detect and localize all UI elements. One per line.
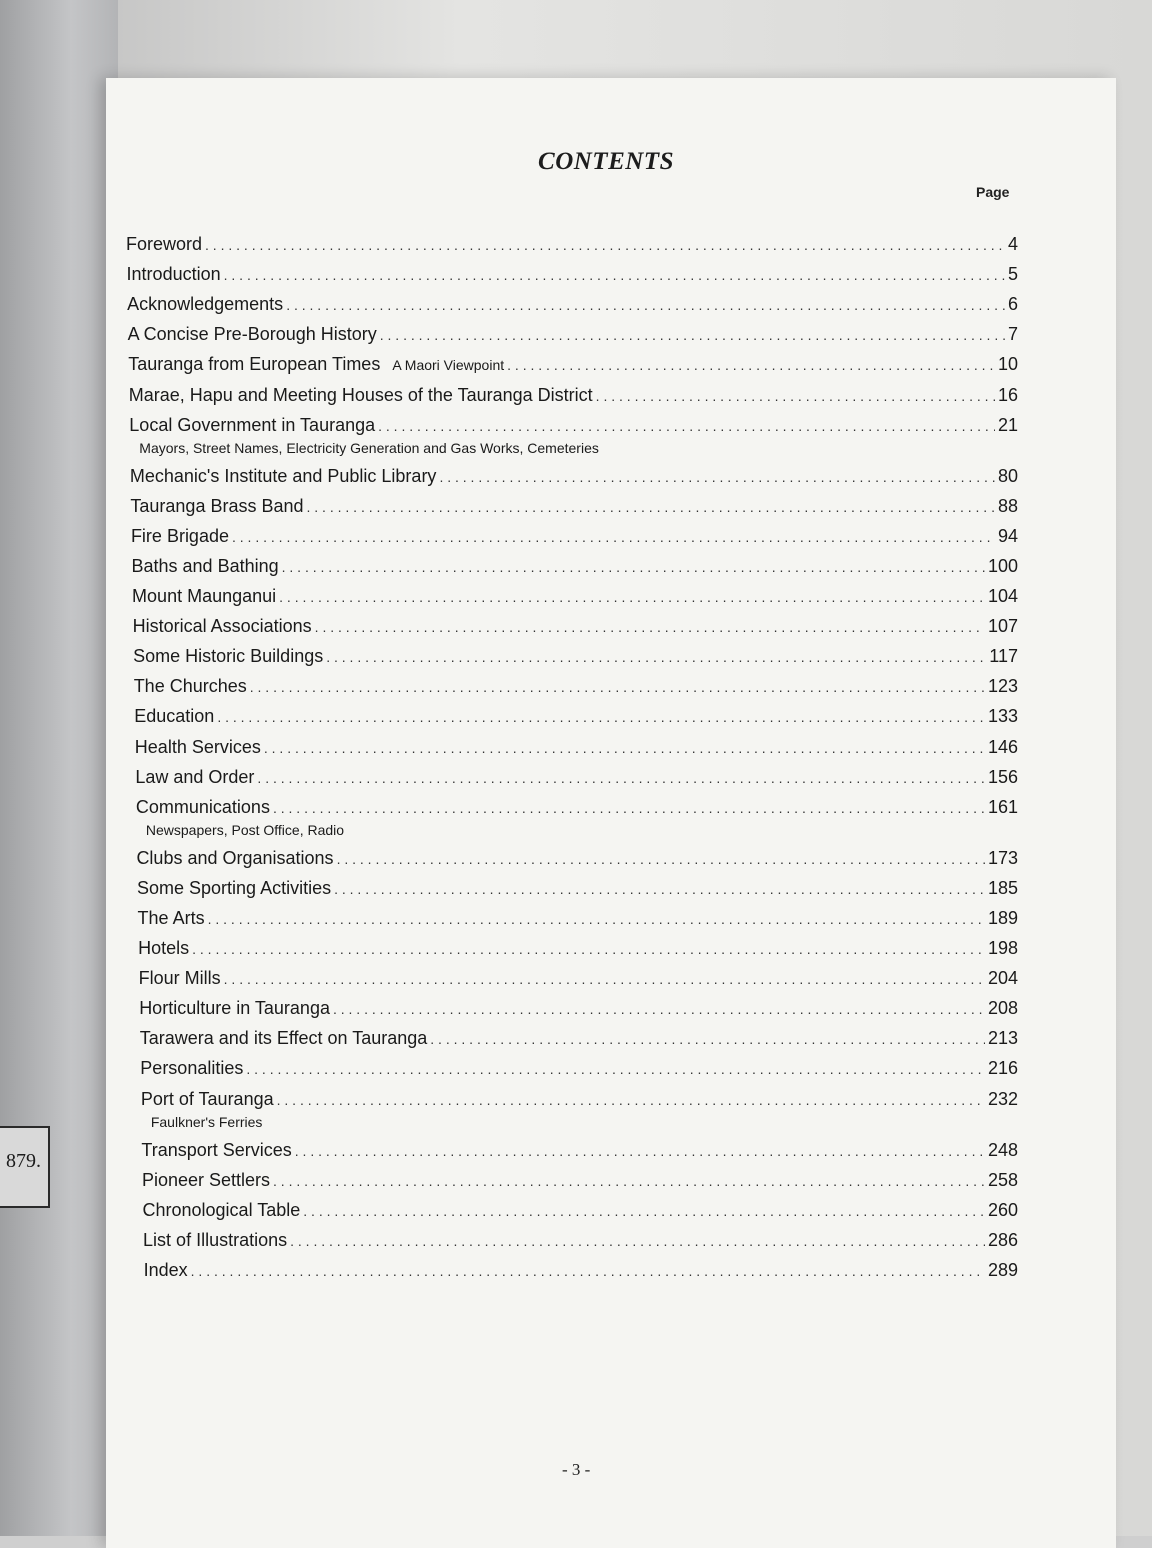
toc-entry [133, 616, 1018, 637]
toc-entry [128, 354, 1018, 375]
toc-entry-title: Fire Brigade [130, 525, 229, 546]
toc-entry-title: Horticulture in Tauranga [139, 998, 330, 1019]
toc-entry-title: Mechanic's Institute and Public Library [129, 465, 437, 486]
dot-leader [224, 267, 1005, 283]
toc-entry-title: Marae, Hapu and Meeting Houses of the Tauranga District [128, 384, 593, 405]
toc-entry-page: 208 [987, 998, 1018, 1019]
toc-entry [126, 234, 1018, 255]
toc-entry [129, 415, 1018, 436]
toc-entry-page: 16 [997, 384, 1018, 405]
table-of-contents [106, 78, 1116, 1378]
toc-entry [135, 737, 1018, 758]
toc-entry-page: 94 [997, 525, 1018, 546]
toc-entry-title: Flour Mills [138, 968, 221, 989]
toc-entry [127, 264, 1018, 285]
toc-entry [134, 706, 1018, 727]
dot-leader [290, 1233, 985, 1249]
toc-entry [139, 968, 1018, 989]
toc-entry-page: 117 [989, 646, 1018, 667]
toc-entry [130, 466, 1018, 487]
dot-leader [257, 770, 985, 786]
dot-leader [286, 297, 1005, 313]
toc-entry-title: Tauranga Brass Band [130, 495, 304, 516]
toc-entry-title: Law and Order [135, 766, 255, 787]
toc-entry-page: 260 [987, 1199, 1018, 1220]
toc-entry-page: 5 [1007, 264, 1018, 285]
toc-entry [131, 526, 1018, 547]
toc-entry-page: 289 [987, 1259, 1018, 1280]
toc-entry-title: Clubs and Organisations [136, 847, 334, 868]
toc-entry-page: 189 [987, 907, 1018, 928]
toc-entry-page: 216 [987, 1058, 1018, 1079]
toc-entry [134, 676, 1018, 697]
dot-leader [273, 1173, 985, 1189]
toc-entry [132, 556, 1019, 577]
dot-leader [191, 1263, 985, 1279]
toc-entry [128, 324, 1018, 345]
toc-entry-title: Historical Associations [132, 616, 312, 637]
toc-entry-title: Baths and Bathing [131, 555, 279, 576]
toc-entry [139, 998, 1018, 1019]
toc-entry [132, 586, 1018, 607]
toc-entry-title: Tauranga from European Times [128, 354, 381, 375]
dot-leader [439, 469, 995, 485]
toc-entry [127, 294, 1018, 315]
stamp-number: 879. [6, 1150, 41, 1172]
toc-entry-title: Introduction [126, 264, 221, 285]
dot-leader [246, 1061, 985, 1077]
dot-leader [264, 740, 985, 756]
dot-leader [279, 589, 985, 605]
toc-entry-title: The Churches [133, 676, 247, 697]
dot-leader [303, 1203, 985, 1219]
toc-entry-page: 185 [987, 877, 1018, 898]
toc-entry-page: 21 [997, 414, 1018, 435]
dot-leader [334, 881, 985, 897]
toc-entry [138, 938, 1018, 959]
dot-leader [380, 327, 1005, 343]
toc-entry-title: Mount Maunganui [132, 586, 277, 606]
toc-entry-page: 107 [987, 616, 1018, 637]
toc-entry [143, 1230, 1018, 1251]
toc-entry [129, 385, 1018, 406]
dot-leader [282, 559, 985, 575]
dot-leader [277, 1092, 985, 1108]
toc-entry-subtitle: Faulkner's Ferries [150, 1113, 263, 1130]
dot-leader [232, 529, 995, 545]
toc-entry-page: 173 [987, 847, 1018, 868]
toc-entry [141, 1089, 1018, 1110]
toc-entry-subtitle: A Maori Viewpoint [392, 357, 505, 374]
toc-entry-page: 100 [987, 555, 1018, 576]
toc-entry [141, 1140, 1018, 1161]
catalogue-stamp [0, 1126, 50, 1208]
dot-leader [273, 800, 985, 816]
toc-entry [138, 908, 1018, 929]
toc-entry-title: Some Historic Buildings [133, 646, 324, 667]
toc-entry [130, 496, 1018, 517]
toc-entry-title: Hotels [138, 938, 190, 958]
dot-leader [430, 1031, 985, 1047]
toc-entry-page: 10 [997, 354, 1018, 375]
left-page-edge [0, 0, 118, 1536]
dot-leader [224, 971, 985, 987]
toc-entry-title: Acknowledgements [127, 294, 284, 315]
toc-entry-title: Port of Tauranga [140, 1088, 274, 1109]
dot-leader [192, 941, 985, 957]
toc-entry-title: Health Services [134, 736, 261, 757]
dot-leader [205, 237, 1005, 253]
toc-entry-title: Foreword [126, 234, 203, 254]
toc-entry-page: 80 [997, 465, 1018, 486]
toc-entry-page: 104 [987, 586, 1018, 606]
dot-leader [208, 911, 985, 927]
dot-leader [326, 649, 986, 665]
toc-entry-page: 258 [987, 1169, 1018, 1190]
toc-entry-title: Education [134, 706, 215, 727]
toc-entry-page: 161 [987, 796, 1018, 817]
dot-leader [295, 1143, 985, 1159]
toc-entry [144, 1260, 1018, 1281]
dot-leader [307, 499, 995, 515]
toc-entry-title: Some Sporting Activities [137, 877, 332, 898]
toc-entry [143, 1200, 1019, 1221]
toc-entry-page: 4 [1007, 234, 1018, 254]
toc-entry-page: 88 [997, 495, 1018, 516]
toc-entry-title: The Arts [137, 907, 205, 928]
dot-leader [596, 388, 995, 404]
page-column-heading: Page [976, 184, 1010, 200]
toc-entry-page: 156 [987, 766, 1018, 787]
toc-entry-title: Communications [135, 796, 270, 817]
toc-entry [140, 1028, 1018, 1049]
toc-entry-page: 123 [987, 676, 1018, 697]
dot-leader [217, 709, 985, 725]
toc-entry [137, 878, 1018, 899]
toc-entry-page: 286 [987, 1229, 1018, 1250]
page-title: CONTENTS [538, 148, 674, 175]
toc-entry-page: 213 [987, 1028, 1018, 1049]
dot-leader [378, 418, 995, 434]
toc-entry-page: 7 [1007, 324, 1018, 345]
dot-leader [250, 679, 985, 695]
toc-entry-page: 232 [987, 1088, 1018, 1109]
toc-entry-title: List of Illustrations [143, 1229, 288, 1250]
toc-entry-title: A Concise Pre-Borough History [127, 324, 377, 345]
dot-leader [507, 357, 995, 373]
toc-entry [133, 646, 1018, 667]
dot-leader [315, 619, 985, 635]
toc-entry-title: Index [143, 1259, 188, 1280]
toc-entry-page: 6 [1007, 294, 1018, 315]
toc-entry [136, 797, 1018, 818]
toc-entry-page: 204 [987, 968, 1018, 989]
toc-entry-page: 198 [987, 938, 1018, 958]
toc-entry [135, 767, 1018, 788]
toc-entry [136, 848, 1018, 869]
contents-page [106, 78, 1116, 1548]
toc-entry-subtitle: Newspapers, Post Office, Radio [145, 821, 345, 838]
dot-leader [333, 1001, 985, 1017]
page-number: - 3 - [562, 1460, 591, 1479]
toc-entry-subtitle: Mayors, Street Names, Electricity Generation and Gas Works, Cemeteries [139, 439, 599, 456]
toc-entry-title: Chronological Table [142, 1199, 301, 1220]
toc-entry-page: 133 [987, 706, 1018, 727]
toc-entry-title: Pioneer Settlers [141, 1169, 271, 1190]
toc-entry-title: Personalities [140, 1058, 244, 1079]
dot-leader [337, 851, 985, 867]
toc-entry-title: Tarawera and its Effect on Tauranga [139, 1028, 428, 1049]
toc-entry [142, 1170, 1018, 1191]
toc-entry-page: 146 [987, 736, 1018, 757]
toc-entry-title: Local Government in Tauranga [129, 414, 376, 435]
toc-entry [140, 1058, 1018, 1079]
toc-entry-page: 248 [987, 1139, 1018, 1160]
toc-entry-title: Transport Services [141, 1139, 292, 1160]
